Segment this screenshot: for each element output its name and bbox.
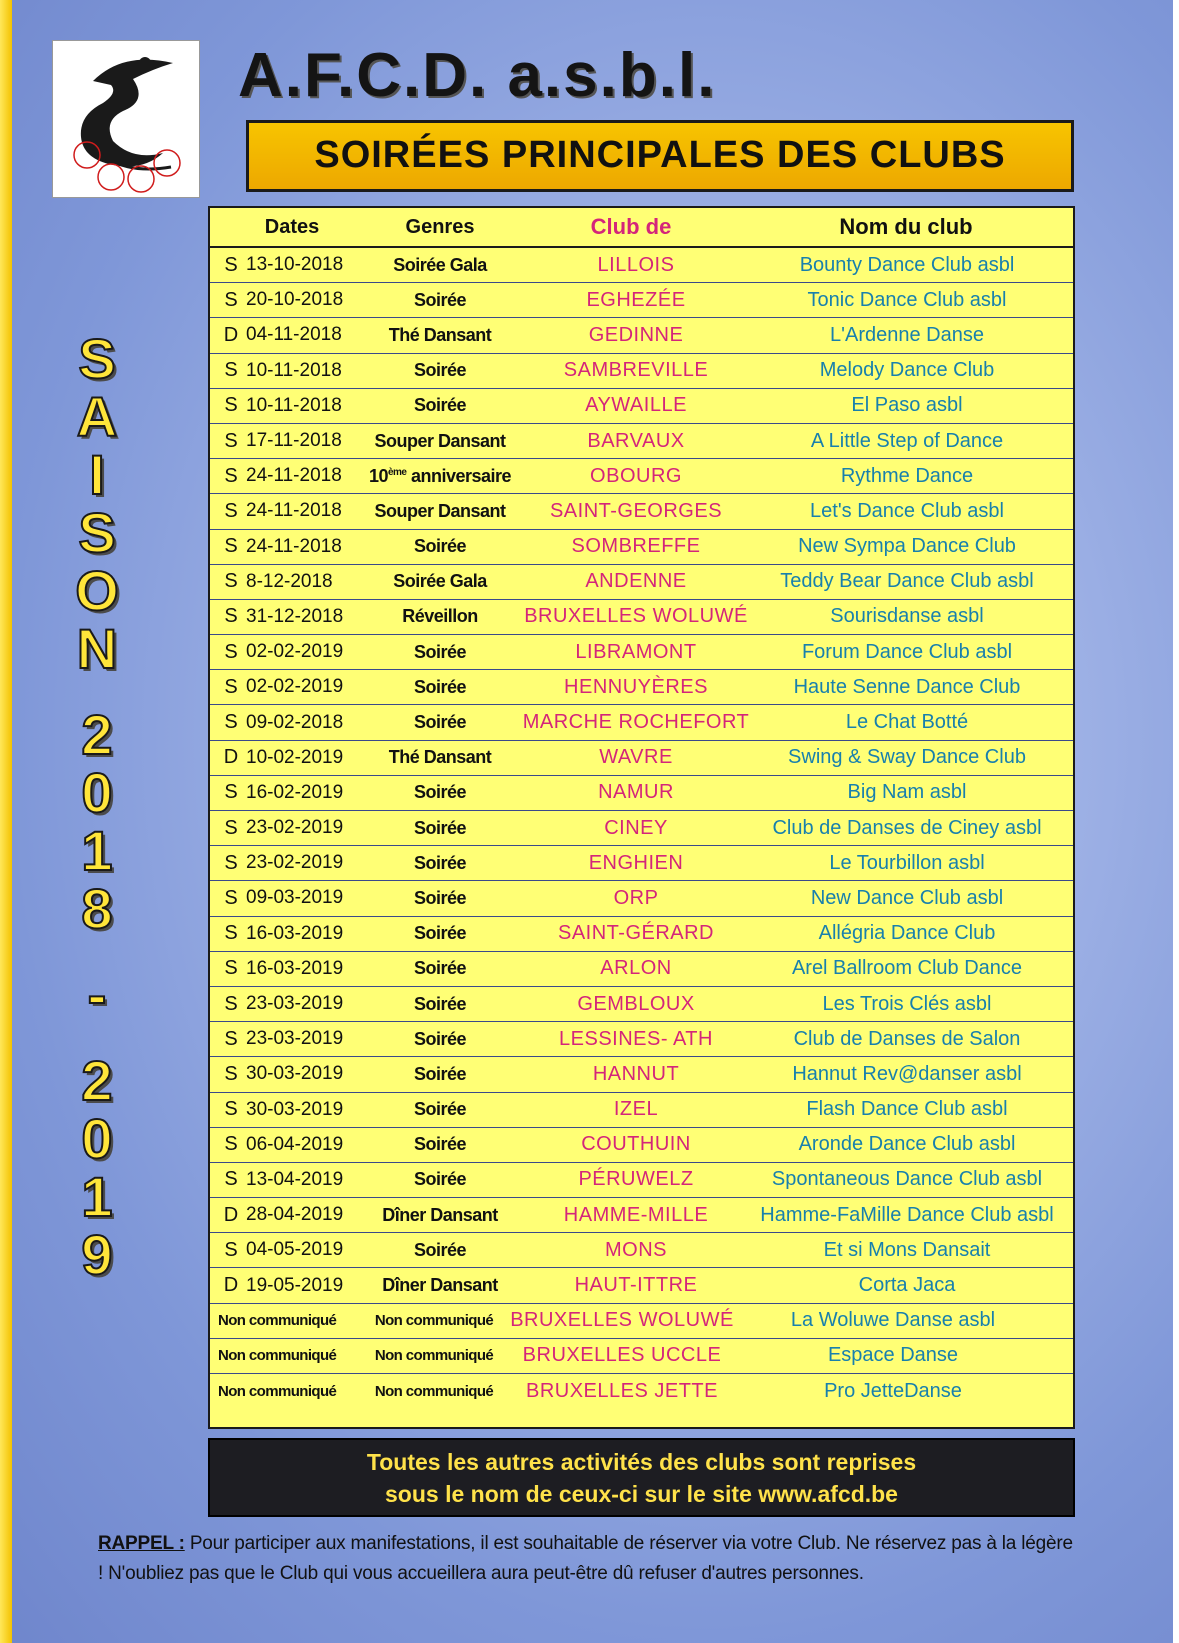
cell-club-de: HAMME-MILLE — [563, 1203, 709, 1226]
cell-nom-du-club: Sourisdanse asbl — [830, 605, 984, 628]
cell-nom-du-club: Le Chat Botté — [845, 711, 969, 734]
cell-nom-du-club: Haute Senne Dance Club — [793, 675, 1021, 698]
cell-genre: Soirée — [413, 817, 467, 838]
cell-club-de: ENGHIEN — [588, 851, 684, 874]
cell-date: 16-02-2019 — [246, 781, 344, 803]
cell-club-de: HAUT-ITTRE — [574, 1274, 698, 1297]
cell-genre: Thé Dansant — [388, 747, 492, 768]
cell-nom-du-club: Hannut Rev@danser asbl — [792, 1062, 1022, 1085]
cell-club-de: SAINT-GÉRARD — [557, 922, 715, 945]
cell-day: S — [224, 1238, 238, 1261]
cell-genre: Soirée — [413, 676, 467, 697]
cell-genre: Dîner Dansant — [382, 1275, 498, 1296]
saison-letter: I — [89, 443, 105, 506]
cell-nom-du-club: Melody Dance Club — [819, 359, 995, 382]
cell-nom-du-club: Aronde Dance Club asbl — [798, 1133, 1016, 1156]
cell-club-de: ANDENNE — [585, 570, 687, 593]
cell-nom-du-club: New Dance Club asbl — [810, 886, 1004, 909]
header-genres: Genres — [405, 215, 475, 238]
cell-date: 24-11-2018 — [246, 465, 342, 487]
cell-day: S — [224, 1098, 238, 1121]
saison-letter: 2 — [81, 1049, 113, 1112]
cell-genre: Réveillon — [402, 606, 478, 627]
cell-date: 23-03-2019 — [246, 1028, 344, 1050]
cell-day: S — [224, 851, 238, 874]
cell-genre: Soirée — [413, 395, 467, 416]
cell-nom-du-club: New Sympa Dance Club — [798, 535, 1016, 558]
cell-date: Non communiqué — [218, 1312, 337, 1330]
cell-date: 10-11-2018 — [246, 359, 342, 381]
cell-nom-du-club: Big Nam asbl — [847, 781, 967, 804]
afcd-logo — [52, 40, 200, 198]
cell-date: 02-02-2019 — [246, 641, 344, 663]
cell-date: 30-03-2019 — [246, 1098, 344, 1120]
cell-nom-du-club: Arel Ballroom Club Dance — [791, 957, 1023, 980]
table-row — [210, 881, 1073, 916]
cell-day: S — [224, 1168, 238, 1191]
table-row — [210, 389, 1073, 424]
cell-nom-du-club: Pro JetteDanse — [824, 1380, 962, 1403]
cell-club-de: ARLON — [600, 957, 672, 980]
cell-day: S — [224, 464, 238, 487]
cell-date: 24-11-2018 — [246, 535, 342, 557]
cell-day: S — [224, 816, 238, 839]
table-row — [210, 741, 1073, 776]
info-line-2: sous le nom de ceux-ci sur le site www.afcd.be — [385, 1481, 898, 1507]
reminder-text — [98, 1529, 1078, 1593]
table-body — [210, 248, 1073, 1409]
table-row — [210, 1304, 1073, 1339]
cell-nom-du-club: Forum Dance Club asbl — [801, 640, 1013, 663]
cell-genre: Soirée — [413, 641, 467, 662]
cell-nom-du-club: El Paso asbl — [851, 394, 963, 417]
cell-day: S — [224, 253, 238, 276]
cell-day: S — [224, 675, 238, 698]
cell-nom-du-club: L'Ardenne Danse — [830, 323, 984, 346]
cell-club-de: BRUXELLES UCCLE — [522, 1344, 722, 1367]
cell-genre: Soirée — [413, 360, 467, 381]
cell-nom-du-club: Espace Danse — [827, 1344, 959, 1367]
cell-genre: Soirée — [413, 1063, 467, 1084]
cell-day: D — [223, 1203, 239, 1226]
saison-letter: 9 — [81, 1223, 113, 1286]
main-title: A.F.C.D. a.s.b.l. — [238, 41, 717, 110]
cell-club-de: BARVAUX — [587, 429, 685, 452]
table-row — [210, 494, 1073, 529]
cell-date: 31-12-2018 — [246, 605, 344, 627]
header-nom-du-club: Nom du club — [839, 214, 973, 239]
cell-nom-du-club: Let's Dance Club asbl — [810, 499, 1004, 522]
cell-day: S — [224, 922, 238, 945]
table-row — [210, 1374, 1073, 1409]
left-yellow-strip — [0, 0, 12, 1643]
cell-day: S — [224, 957, 238, 980]
cell-club-de: WAVRE — [599, 746, 673, 769]
cell-club-de: BRUXELLES JETTE — [525, 1380, 718, 1403]
table-row — [210, 987, 1073, 1022]
cell-nom-du-club: Club de Danses de Salon — [793, 1027, 1021, 1050]
cell-date: 17-11-2018 — [246, 430, 342, 452]
right-edge — [1173, 0, 1179, 1643]
cell-nom-du-club: Bounty Dance Club asbl — [799, 253, 1015, 276]
cell-club-de: HANNUT — [592, 1062, 680, 1085]
table-row — [210, 846, 1073, 881]
cell-genre: Soirée — [413, 923, 467, 944]
cell-date: 30-03-2019 — [246, 1063, 344, 1085]
table-row — [210, 530, 1073, 565]
cell-genre: Soirée — [413, 1134, 467, 1155]
table-row — [210, 705, 1073, 740]
cell-nom-du-club: Et si Mons Dansait — [823, 1238, 991, 1261]
cell-club-de: GEMBLOUX — [577, 992, 695, 1015]
table-row — [210, 917, 1073, 952]
cell-club-de: BRUXELLES WOLUWÉ — [510, 1309, 734, 1332]
cell-club-de: GEDINNE — [588, 323, 684, 346]
cell-club-de: MARCHE ROCHEFORT — [522, 711, 750, 734]
cell-nom-du-club: Club de Danses de Ciney asbl — [772, 816, 1042, 839]
table-row — [210, 1268, 1073, 1303]
cell-date: 23-03-2019 — [246, 993, 344, 1015]
cell-genre: Soirée Gala — [393, 571, 487, 592]
cell-club-de: PÉRUWELZ — [578, 1168, 694, 1191]
cell-day: S — [224, 288, 238, 311]
table-row — [210, 952, 1073, 987]
cell-date: 04-05-2019 — [246, 1239, 344, 1261]
cell-nom-du-club: Teddy Bear Dance Club asbl — [780, 570, 1034, 593]
cell-day: S — [224, 359, 238, 382]
cell-date: 28-04-2019 — [246, 1204, 344, 1226]
cell-genre: Soirée — [413, 1099, 467, 1120]
table-row — [210, 424, 1073, 459]
cell-nom-du-club: Swing & Sway Dance Club — [788, 746, 1026, 769]
cell-nom-du-club: Flash Dance Club asbl — [806, 1098, 1008, 1121]
saison-letter: A — [76, 385, 118, 448]
cell-date: 16-03-2019 — [246, 957, 344, 979]
saison-letter: S — [78, 501, 116, 564]
cell-club-de: AYWAILLE — [585, 394, 687, 417]
cell-club-de: COUTHUIN — [581, 1133, 691, 1156]
cell-date: 09-02-2018 — [246, 711, 344, 733]
reminder-label: RAPPEL : — [98, 1533, 185, 1554]
table-row — [210, 1128, 1073, 1163]
cell-genre: Souper Dansant — [374, 430, 506, 451]
cell-day: S — [224, 781, 238, 804]
table-row — [210, 1233, 1073, 1268]
cell-nom-du-club: Le Tourbillon asbl — [829, 851, 985, 874]
cell-genre: Soirée — [413, 887, 467, 908]
cell-genre: Soirée — [413, 1169, 467, 1190]
table-row — [210, 670, 1073, 705]
cell-date: 10-02-2019 — [246, 746, 344, 768]
cell-nom-du-club: Spontaneous Dance Club asbl — [771, 1168, 1043, 1191]
cell-date: Non communiqué — [218, 1347, 337, 1365]
cell-nom-du-club: Rythme Dance — [840, 464, 974, 487]
cell-genre: Soirée — [413, 712, 467, 733]
saison-letter: 2 — [81, 703, 113, 766]
cell-genre: Soirée — [413, 1028, 467, 1049]
table-row — [210, 318, 1073, 353]
cell-genre: Soirée — [413, 536, 467, 557]
cell-club-de: SAMBREVILLE — [563, 359, 709, 382]
cell-genre: 10ème anniversaire — [368, 465, 512, 486]
cell-date: 24-11-2018 — [246, 500, 342, 522]
table-header — [210, 208, 1073, 248]
dancers-logo-icon — [53, 41, 199, 197]
cell-date: 16-03-2019 — [246, 922, 344, 944]
table-row — [210, 1339, 1073, 1374]
cell-date: 13-10-2018 — [246, 254, 344, 276]
saison-letter: 0 — [81, 761, 113, 824]
cell-date: 20-10-2018 — [246, 289, 344, 311]
cell-club-de: IZEL — [613, 1098, 659, 1121]
saison-letter: S — [78, 327, 116, 390]
cell-day: S — [224, 1027, 238, 1050]
header-dates: Dates — [264, 215, 320, 238]
table-row — [210, 776, 1073, 811]
table-row — [210, 1057, 1073, 1092]
cell-genre: Soirée — [413, 958, 467, 979]
cell-date: 8-12-2018 — [246, 570, 333, 592]
cell-date: 23-02-2019 — [246, 817, 344, 839]
cell-date: Non communiqué — [218, 1383, 337, 1401]
cell-day: S — [224, 570, 238, 593]
cell-genre: Soirée — [413, 1239, 467, 1260]
cell-club-de: LILLOIS — [597, 253, 675, 276]
cell-club-de: LIBRAMONT — [575, 640, 697, 663]
table-row — [210, 248, 1073, 283]
cell-day: S — [224, 535, 238, 558]
cell-date: 13-04-2019 — [246, 1168, 344, 1190]
saison-vertical-label — [64, 327, 130, 1410]
cell-club-de: MONS — [605, 1238, 667, 1261]
saison-letter: - — [87, 963, 107, 1026]
table-row — [210, 1093, 1073, 1128]
cell-date: 10-11-2018 — [246, 394, 342, 416]
table-row — [210, 354, 1073, 389]
cell-club-de: NAMUR — [598, 781, 674, 804]
saison-letter: 1 — [81, 819, 113, 882]
reminder-body: Pour participer aux manifestations, il est souhaitable de réserver via votre Club. Ne réservez pas à la légère ! N'oubliez pas que le Club qui vous accueillera aura peut-être dû refuser d'autres personnes. — [98, 1533, 1073, 1584]
cell-club-de: OBOURG — [590, 464, 682, 487]
table-row — [210, 635, 1073, 670]
cell-genre: Soirée — [413, 289, 467, 310]
cell-genre: Soirée — [413, 852, 467, 873]
cell-day: S — [224, 605, 238, 628]
cell-day: D — [223, 1274, 239, 1297]
cell-nom-du-club: Allégria Dance Club — [818, 922, 996, 945]
table-row — [210, 1198, 1073, 1233]
cell-nom-du-club: Tonic Dance Club asbl — [807, 288, 1007, 311]
cell-day: S — [224, 711, 238, 734]
cell-day: S — [224, 1133, 238, 1156]
saison-letter: 8 — [81, 877, 113, 940]
cell-date: 23-02-2019 — [246, 852, 344, 874]
cell-club-de: SAINT-GEORGES — [549, 499, 723, 522]
cell-nom-du-club: A Little Step of Dance — [810, 429, 1004, 452]
cell-genre: Soirée — [413, 993, 467, 1014]
cell-day: S — [224, 394, 238, 417]
info-box — [208, 1438, 1075, 1517]
cell-date: 02-02-2019 — [246, 676, 344, 698]
cell-club-de: BRUXELLES WOLUWÉ — [524, 605, 748, 628]
table-row — [210, 1163, 1073, 1198]
table-row — [210, 459, 1073, 494]
cell-club-de: HENNUYÈRES — [564, 675, 708, 698]
cell-day: S — [224, 499, 238, 522]
cell-club-de: SOMBREFFE — [571, 535, 701, 558]
events-table — [208, 206, 1075, 1429]
cell-club-de: ORP — [613, 886, 659, 909]
cell-genre: Souper Dansant — [374, 500, 506, 521]
cell-genre: Non communiqué — [374, 1383, 494, 1401]
table-row — [210, 811, 1073, 846]
cell-date: 09-03-2019 — [246, 887, 344, 909]
cell-date: 19-05-2019 — [246, 1274, 344, 1296]
cell-day: S — [224, 1062, 238, 1085]
cell-day: S — [224, 640, 238, 663]
cell-day: S — [224, 429, 238, 452]
cell-genre: Non communiqué — [374, 1347, 494, 1365]
cell-genre: Soirée Gala — [393, 254, 487, 275]
header-club-de: Club de — [590, 214, 672, 239]
cell-nom-du-club: La Woluwe Danse asbl — [790, 1309, 996, 1332]
saison-letter: 1 — [81, 1165, 113, 1228]
cell-date: 06-04-2019 — [246, 1133, 344, 1155]
table-row — [210, 600, 1073, 635]
cell-day: S — [224, 992, 238, 1015]
saison-letter: 0 — [81, 1107, 113, 1170]
cell-nom-du-club: Corta Jaca — [858, 1274, 956, 1297]
cell-nom-du-club: Les Trois Clés asbl — [822, 992, 992, 1015]
cell-genre: Dîner Dansant — [382, 1204, 498, 1225]
saison-letter: O — [75, 559, 119, 622]
info-line-1: Toutes les autres activités des clubs sont reprises — [366, 1449, 917, 1475]
table-row — [210, 283, 1073, 318]
cell-nom-du-club: Hamme-FaMille Dance Club asbl — [760, 1203, 1054, 1226]
saison-letter: N — [76, 617, 118, 680]
cell-genre: Non communiqué — [374, 1312, 494, 1330]
subtitle-banner: SOIRÉES PRINCIPALES DES CLUBS — [246, 120, 1074, 192]
table-row — [210, 565, 1073, 600]
cell-day: D — [223, 323, 239, 346]
cell-club-de: EGHEZÉE — [586, 288, 686, 311]
cell-club-de: CINEY — [604, 816, 668, 839]
table-row — [210, 1022, 1073, 1057]
cell-club-de: LESSINES- ATH — [559, 1027, 713, 1050]
cell-day: D — [223, 746, 239, 769]
cell-genre: Thé Dansant — [388, 324, 492, 345]
cell-genre: Soirée — [413, 782, 467, 803]
cell-day: S — [224, 886, 238, 909]
cell-date: 04-11-2018 — [246, 324, 342, 346]
